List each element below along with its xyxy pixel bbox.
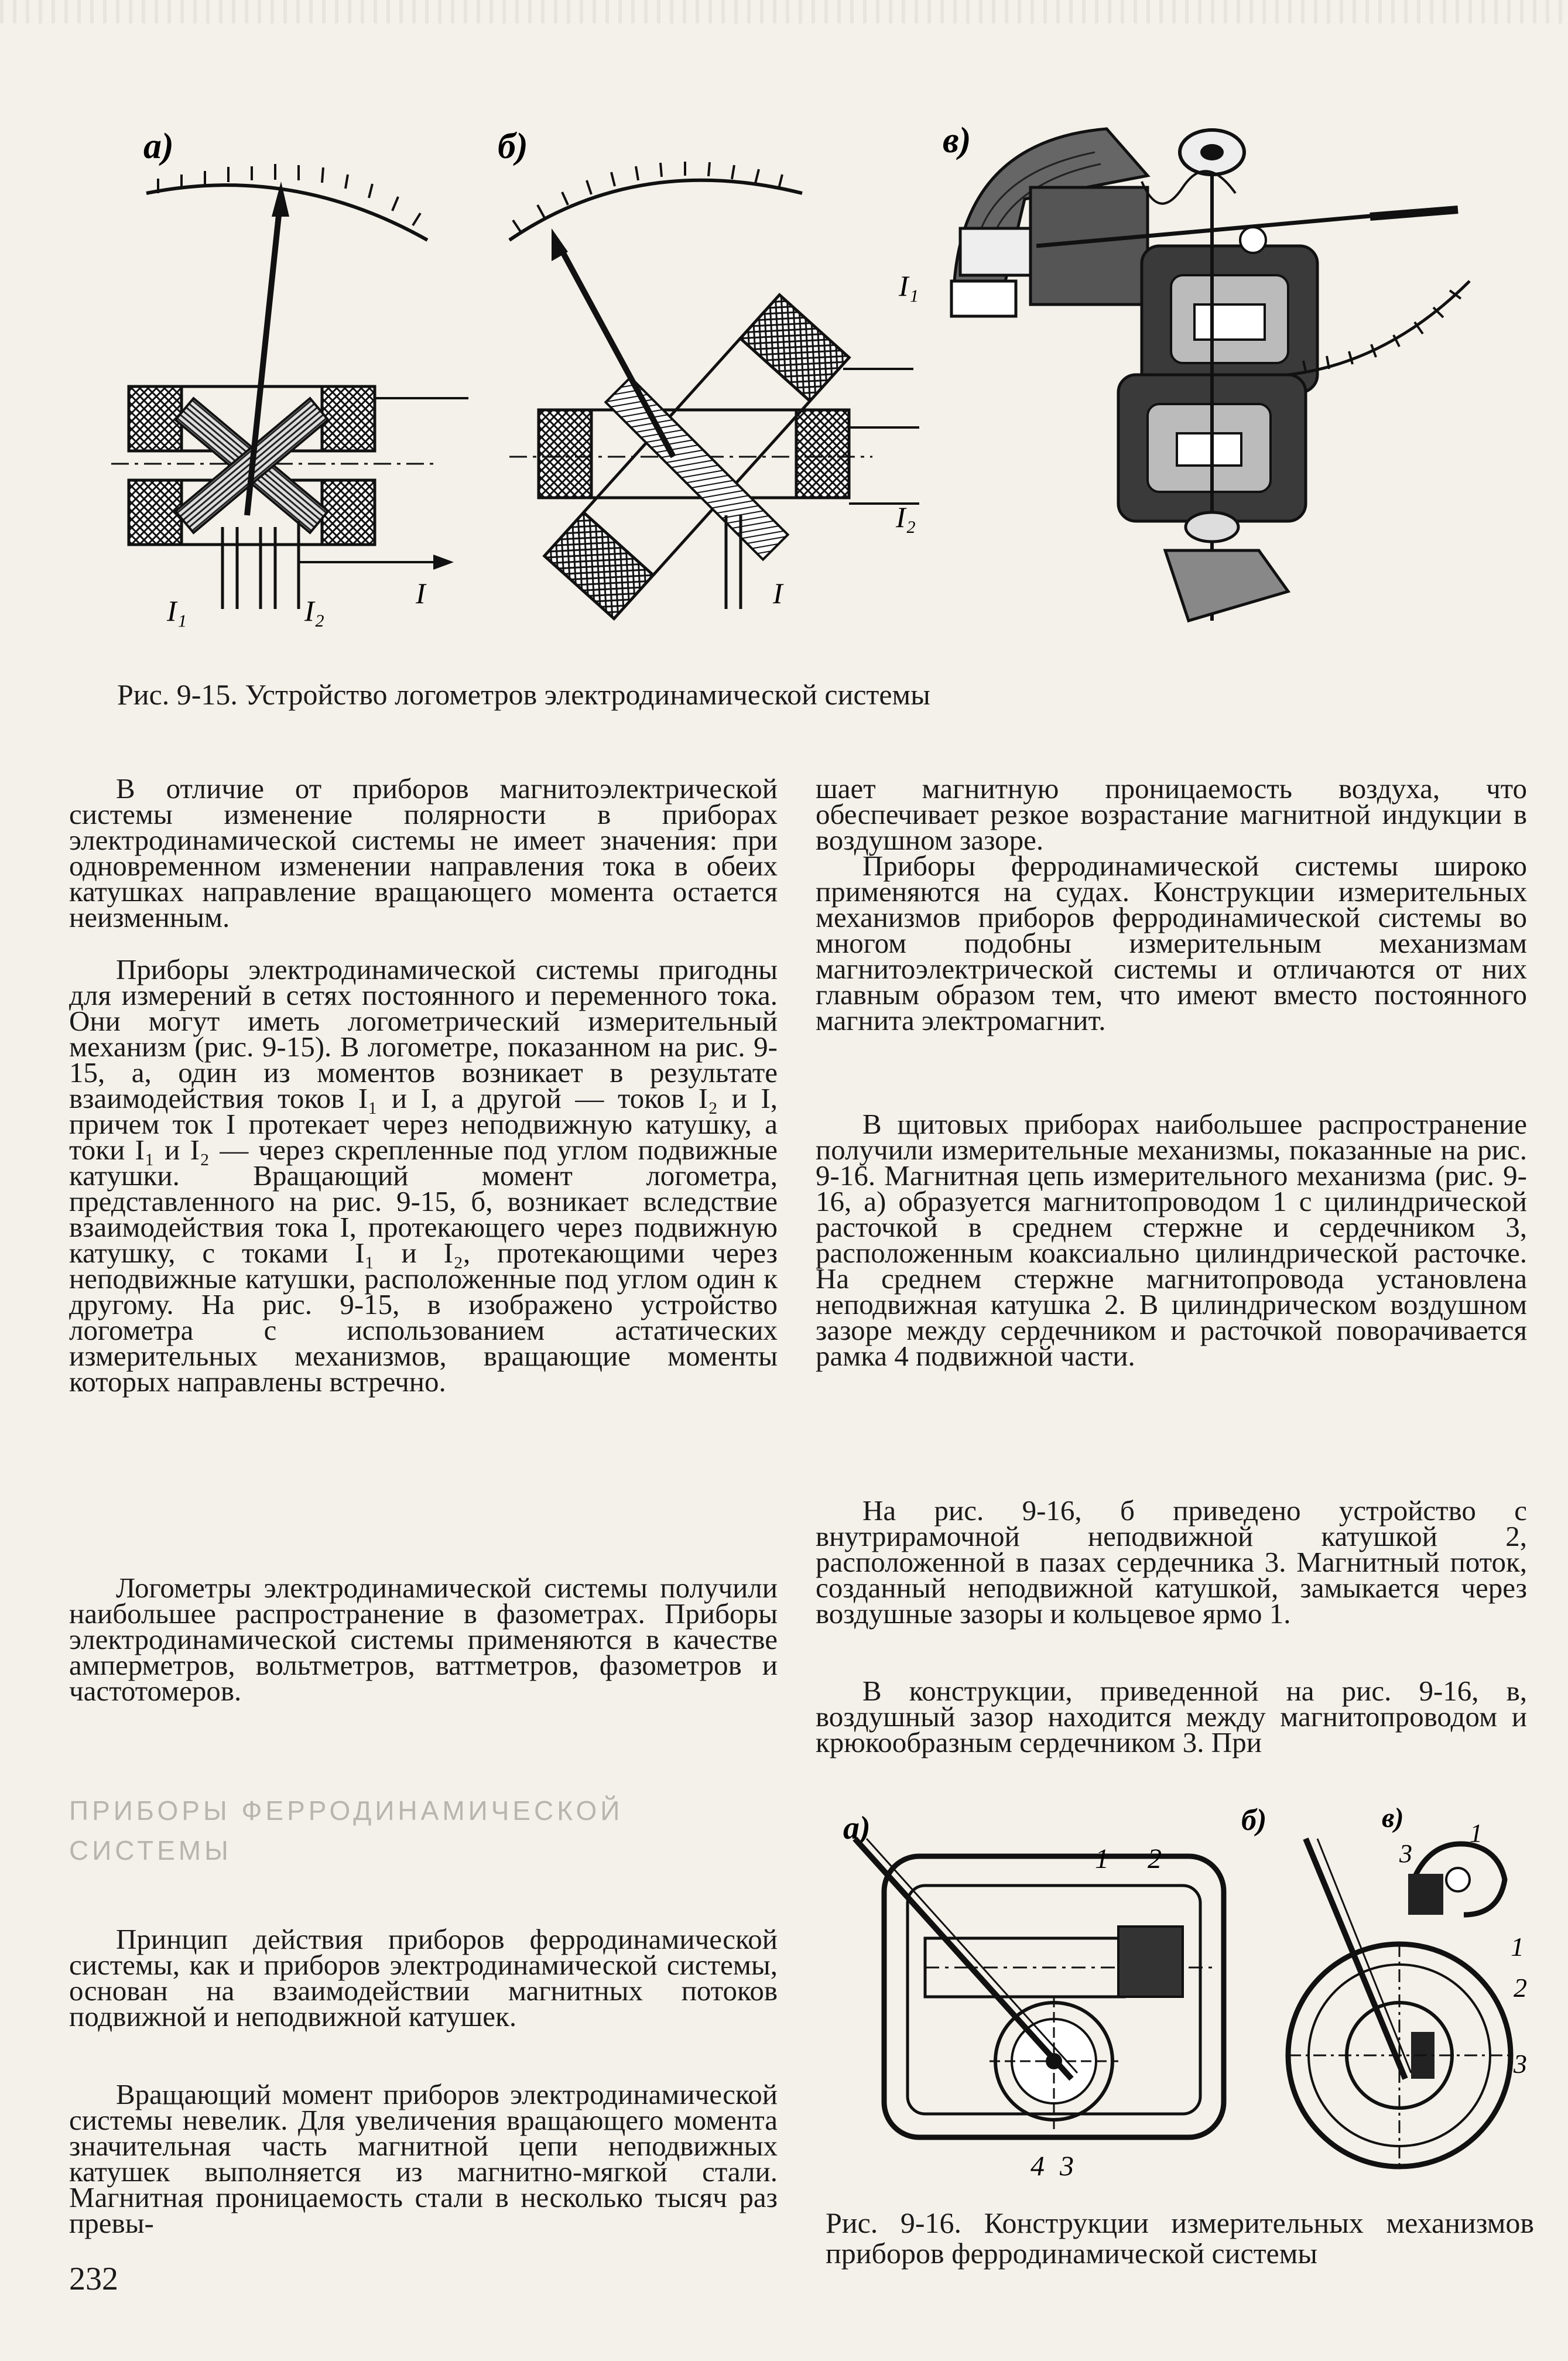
fig15a-coil (322, 386, 375, 451)
fig16a-label-4: 4 (1031, 2151, 1045, 2182)
right-paragraph-4: На рис. 9-16, б приведено устройство с внутрирамочной неподвижной катушкой 2, расположенной в пазах сердечника 3. Магнитный поток, созданный неподвижной катушкой, замыкается через воздушные зазоры и кольцевое ярмо 1. (816, 1494, 1527, 1630)
fig16b-mechanism (1288, 1839, 1511, 2167)
fig15b-coil (796, 410, 849, 498)
scan-edge-noise (0, 0, 1568, 23)
fig15b-scale-ticks (513, 162, 782, 232)
fig16a-label-3: 3 (1060, 2151, 1074, 2182)
figure-9-15 (111, 105, 1505, 644)
fig15a-label-i2: I₂ (304, 594, 325, 627)
figure-9-15-caption: Рис. 9-15. Устройство логометров электродинамической системы (117, 678, 930, 711)
fig16a-label-2: 2 (1148, 1843, 1162, 1874)
left-paragraph-5: Вращающий момент приборов электродинамической системы невелик. Для увеличения вращающего момента значительная часть магнитной цепи неподвижных катушек выполняется из магнитно-мягкой стали. Магнитная проницаемость стали в несколько тысяч раз превы- (69, 2078, 778, 2239)
fig16c-label-1: 1 (1470, 1819, 1483, 1847)
fig15-label-c: в) (943, 121, 971, 160)
fig15c-scale-ticks (1303, 290, 1461, 372)
left-paragraph-1: В отличие от приборов магнитоэлектрической системы изменение полярности в приборах электродинамической системы не имеет значения: при одновременном изменении направления тока в обеих катушках направление вращающего момента остается неизменным. (69, 772, 778, 933)
right-paragraph-3: В щитовых приборах наибольшее распространение получили измерительные механизмы, показанные на рис. 9-16. Магнитная цепь измерительного механизма (рис. 9-16, а) образуется магнитопроводом 1 с цилиндрической расточкой в среднем стержне и сердечником 3, расположенным коаксиально цилиндрической расточке. На среднем стержне магнитопровода установлена неподвижная катушка 2. В цилиндрическом воздушном зазоре между сердечником и расточкой поворачивается рамка 4 подвижной части. (816, 1108, 1527, 1372)
left-paragraph-2: Приборы электродинамической системы пригодны для измерений в сетях постоянного и переменного тока. Они могут иметь логометрический измерительный механизм (рис. 9-15). В логометре, показанном на рис. 9-15, а, один из моментов возникает в результате взаимодействия токов I₁ и I, а другой — токов I₂ и I, причем ток I протекает через неподвижную катушку, а токи I₁ и I₂ — через скрепленные под углом подвижные катушки. Вращающий момент логометра, представленного на рис. 9-15, б, возникает вследствие взаимодействия тока I, протекающего через подвижную катушку, с токами I₁ и I₂, протекающими через неподвижные катушки, расположенные под углом один к другому. На рис. 9-15, в изображено устройство логометра с использованием астатических измерительных механизмов, вращающие моменты которых направлены встречно. (69, 953, 778, 1398)
left-paragraph-4: Принцип действия приборов ферродинамической системы, как и приборов электродинамической системы, основан на взаимодействии магнитных потоков подвижной и неподвижной катушек. (69, 1923, 778, 2032)
section-heading (69, 1791, 623, 1870)
fig16b-label-2: 2 (1514, 1973, 1527, 2003)
figure-9-16-caption: Рис. 9-16. Конструкции измерительных механизмов приборов ферродинамической системы (826, 2206, 1534, 2270)
fig15a-coil (129, 480, 182, 545)
fig16b-label-1: 1 (1511, 1932, 1524, 1962)
fig16a-label-1: 1 (1095, 1843, 1109, 1874)
fig16c-mechanism (1408, 1844, 1505, 1915)
section-heading-line-2: СИСТЕМЫ (69, 1835, 232, 1866)
fig16-label-a: а) (843, 1810, 871, 1846)
fig15c-astatic-mechanism (951, 129, 1458, 621)
fig15a-label-i1: I₁ (167, 594, 187, 627)
right-paragraph-1: шает магнитную проницаемость воздуха, что обеспечивает резкое возрастание магнитной индукции в воздушном зазоре. (816, 772, 1527, 856)
fig15a-coil (322, 480, 375, 545)
fig15-label-b: б) (498, 126, 528, 166)
fig16c-label-3: 3 (1399, 1839, 1412, 1868)
fig15a-coil (129, 386, 182, 451)
fig16-label-b: б) (1241, 1804, 1267, 1837)
section-heading-line-1: ПРИБОРЫ ФЕРРОДИНАМИЧЕСКОЙ (69, 1795, 624, 1826)
fig15b-moving-coil (605, 377, 788, 559)
fig15-label-a: а) (143, 126, 174, 166)
fig16a-mechanism (855, 1839, 1224, 2137)
fig15c-label-i1: I₁ (899, 269, 919, 302)
right-paragraph-5: В конструкции, приведенной на рис. 9-16, в, воздушный зазор находится между магнитопроводом и крюкообразным сердечником 3. При (816, 1675, 1527, 1758)
page-number: 232 (69, 2261, 118, 2297)
figure-9-16 (820, 1804, 1546, 2202)
fig15c-label-i2: I₂ (896, 501, 916, 533)
fig16b-label-3: 3 (1514, 2049, 1527, 2079)
fig15a-label-i: I (416, 577, 426, 610)
fig16-label-c: в) (1382, 1804, 1404, 1833)
fig15b-coil (539, 410, 591, 498)
fig15b-label-i: I (773, 577, 783, 610)
right-paragraph-2: Приборы ферродинамической системы широко применяются на судах. Конструкции измерительных механизмов приборов ферродинамической системы во многом подобны измерительным механизмам магнитоэлектрической системы и отличаются от них главным образом тем, что имеют вместо постоянного магнита электромагнит. (816, 850, 1527, 1036)
left-paragraph-3: Логометры электродинамической системы получили наибольшее распространение в фазометрах. Приборы электродинамической системы применяются в качестве амперметров, вольтметров, ваттметров, фазометров и частотомеров. (69, 1572, 778, 1707)
